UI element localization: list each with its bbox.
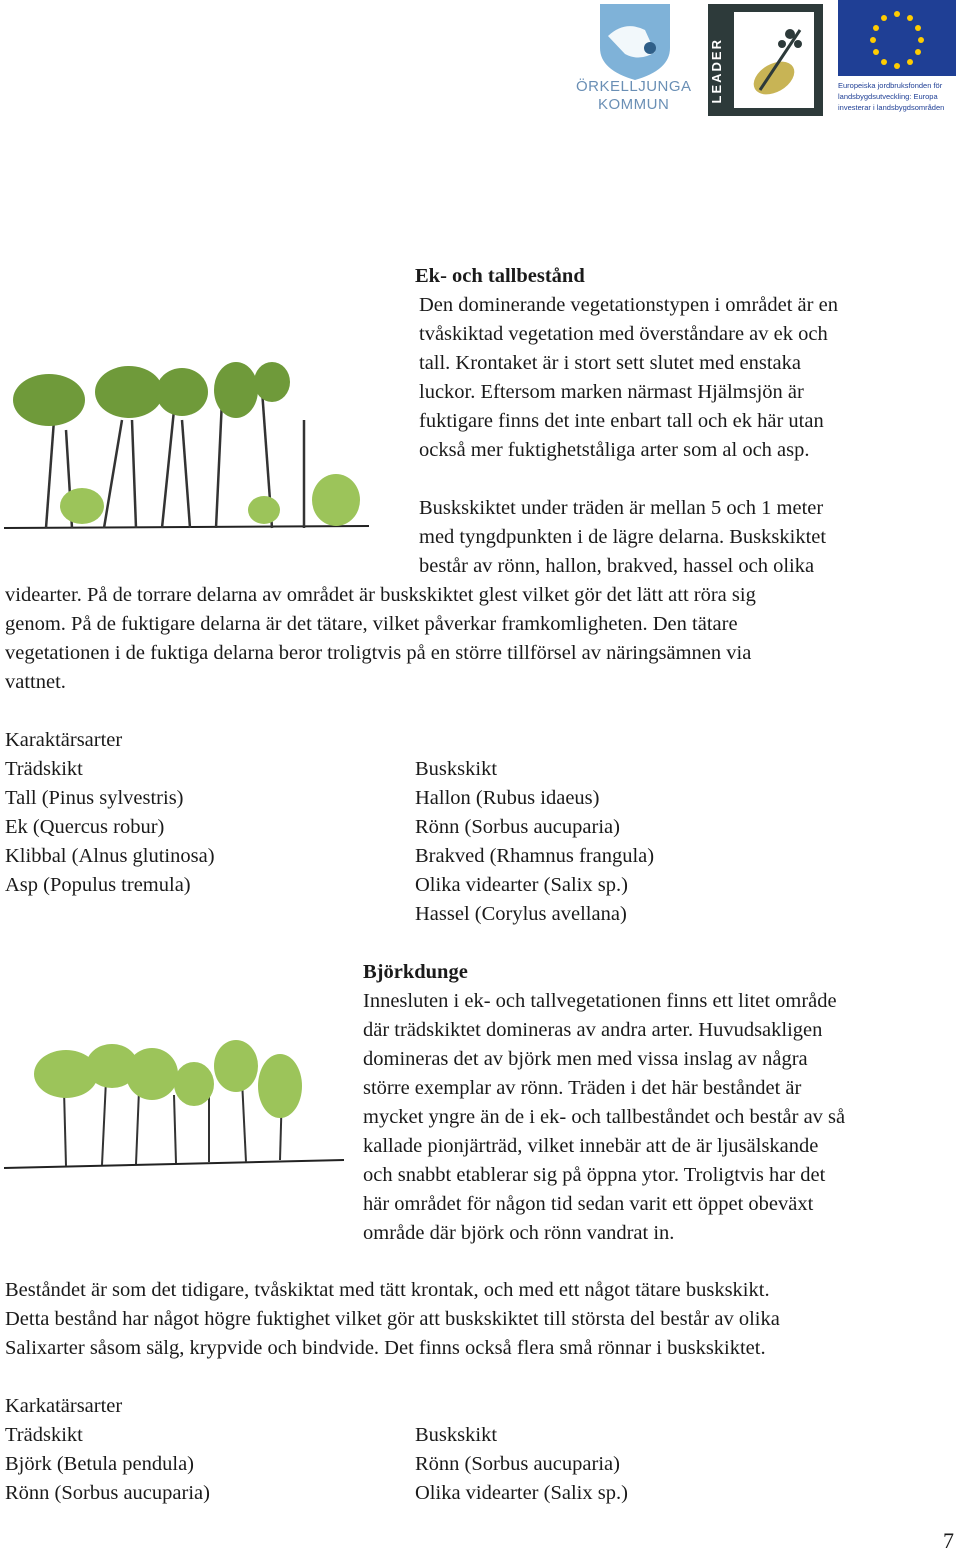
list-item: Rönn (Sorbus aucuparia) bbox=[415, 816, 620, 838]
text-line: Den dominerande vegetationstypen i området är en bbox=[419, 294, 838, 316]
list-item: Hallon (Rubus idaeus) bbox=[415, 787, 600, 809]
text-line: tvåskiktad vegetation med överståndare av ek och bbox=[419, 323, 828, 345]
list-item: Olika videarter (Salix sp.) bbox=[415, 874, 628, 896]
text-line: och snabbt etablerar sig på öppna ytor. Troligtvis har det bbox=[363, 1164, 826, 1186]
section1-paragraph2-full bbox=[5, 581, 756, 697]
text-line: här området för någon tid sedan varit ett öppet obeväxt bbox=[363, 1193, 814, 1215]
leader-text: LEADER bbox=[709, 38, 724, 104]
eu-caption-line2: landsbygdsutveckling: Europa bbox=[838, 92, 938, 101]
shrub-layer-title: Buskskikt bbox=[415, 1424, 498, 1446]
list-item: Olika videarter (Salix sp.) bbox=[415, 1482, 628, 1504]
text-line: Innesluten i ek- och tallvegetationen finns ett litet område bbox=[363, 990, 837, 1012]
text-line: vegetationen i de fuktiga delarna beror troligtvis på en större tillförsel av näringsämnen via bbox=[5, 642, 752, 664]
text-line: domineras det av björk men med vissa inslag av några bbox=[363, 1048, 808, 1070]
section1-species-heading: Karaktärsarter bbox=[5, 729, 123, 751]
eu-flag-icon bbox=[838, 0, 956, 76]
leader-logo bbox=[708, 4, 823, 116]
text-line: Beståndet är som det tidigare, tvåskiktat med tätt krontak, och med ett något tätare buskskikt. bbox=[5, 1279, 770, 1301]
text-line: genom. På de fuktigare delarna är det tätare, vilket påverkar framkomligheten. Den tätare bbox=[5, 613, 738, 635]
text-line: Detta bestånd har något högre fuktighet vilket gör att buskskiktet till största del består av olika bbox=[5, 1308, 780, 1330]
list-item: Hassel (Corylus avellana) bbox=[415, 903, 627, 925]
section2-title: Björkdunge bbox=[363, 961, 468, 983]
list-item: Tall (Pinus sylvestris) bbox=[5, 787, 184, 809]
page-number: 7 bbox=[943, 1528, 954, 1553]
section1-paragraph2-indented bbox=[419, 494, 826, 581]
text-line: fuktigare finns det inte enbart tall och ek här utan bbox=[419, 410, 824, 432]
text-line: tall. Krontaket är i stort sett slutet med enstaka bbox=[419, 352, 801, 374]
list-item: Rönn (Sorbus aucuparia) bbox=[5, 1482, 210, 1504]
oak-pine-illustration bbox=[4, 360, 374, 540]
birch-grove-illustration bbox=[4, 1040, 349, 1175]
text-line: mycket yngre än de i ek- och tallbeståndet och består av så bbox=[363, 1106, 846, 1128]
orkelljunga-name-line2: KOMMUN bbox=[598, 96, 670, 113]
tree-layer-title: Trädskikt bbox=[5, 1424, 83, 1446]
eu-caption-line3: investerar i landsbygdsområden bbox=[838, 103, 945, 112]
text-line: luckor. Eftersom marken närmast Hjälmsjön är bbox=[419, 381, 804, 403]
text-line: vattnet. bbox=[5, 671, 66, 693]
section1-tree-layer-list bbox=[5, 755, 215, 900]
section1-shrub-layer-list bbox=[415, 755, 654, 929]
orkelljunga-name-line1: ÖRKELLJUNGA bbox=[576, 78, 692, 95]
section1-title: Ek- och tallbestånd bbox=[415, 265, 585, 287]
list-item: Rönn (Sorbus aucuparia) bbox=[415, 1453, 620, 1475]
shrub-layer-title: Buskskikt bbox=[415, 758, 498, 780]
tree-layer-title: Trädskikt bbox=[5, 758, 83, 780]
text-line: kallade pionjärträd, vilket innebär att de är ljusälskande bbox=[363, 1135, 819, 1157]
text-line: består av rönn, hallon, brakved, hassel och olika bbox=[419, 555, 815, 577]
section2-paragraph1 bbox=[363, 987, 845, 1248]
eu-caption-line1: Europeiska jordbruksfonden för bbox=[838, 81, 943, 90]
text-line: också mer fuktighetståliga arter som al och asp. bbox=[419, 439, 810, 461]
section2-paragraph2 bbox=[5, 1276, 780, 1363]
text-line: där trädskiktet domineras av andra arter. Huvudsakligen bbox=[363, 1019, 823, 1041]
section1-paragraph1 bbox=[419, 291, 838, 465]
text-line: Salixarter såsom sälg, krypvide och bindvide. Det finns också flera små rönnar i buskskiktet. bbox=[5, 1337, 766, 1359]
list-item: Brakved (Rhamnus frangula) bbox=[415, 845, 655, 867]
list-item: Björk (Betula pendula) bbox=[5, 1453, 195, 1475]
logo-bar bbox=[570, 0, 960, 120]
text-line: med tyngdpunkten i de lägre delarna. Buskskiktet bbox=[419, 526, 827, 548]
section2-shrub-layer-list bbox=[415, 1421, 628, 1508]
text-line: Buskskiktet under träden är mellan 5 och 1 meter bbox=[419, 497, 824, 519]
eu-logo bbox=[838, 0, 960, 120]
section2-species-heading: Karkatärsarter bbox=[5, 1395, 123, 1417]
leader-emblem-icon bbox=[730, 10, 818, 110]
list-item: Ek (Quercus robur) bbox=[5, 816, 165, 838]
text-line: videarter. På de torrare delarna av området är buskskiktet glest vilket gör det lätt att röra sig bbox=[5, 584, 756, 606]
text-line: större exemplar av rönn. Träden i det här beståndet är bbox=[363, 1077, 802, 1099]
orkelljunga-logo bbox=[570, 0, 700, 120]
section2-tree-layer-list bbox=[5, 1421, 210, 1508]
text-line: område där björk och rönn vandrat in. bbox=[363, 1222, 675, 1244]
list-item: Asp (Populus tremula) bbox=[5, 874, 191, 896]
list-item: Klibbal (Alnus glutinosa) bbox=[5, 845, 215, 867]
